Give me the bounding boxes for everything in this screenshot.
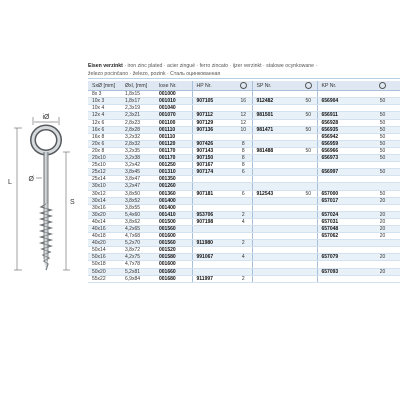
kp-nr-cell (317, 162, 365, 169)
lose-nr-cell: 001560 (155, 225, 192, 232)
kp-nr-cell: 657093 (317, 268, 365, 275)
col-hp-qty-header (235, 81, 252, 91)
kp-qty-cell: 20 (365, 233, 400, 240)
dimension-cell: 3,2x38 (121, 155, 155, 162)
sp-nr-cell (252, 176, 300, 183)
kp-qty-cell: 50 (365, 112, 400, 119)
sp-qty-cell: 50 (300, 190, 317, 197)
lose-nr-cell: 001680 (155, 275, 192, 282)
hp-qty-cell (235, 233, 252, 240)
kp-qty-cell (365, 162, 400, 169)
hp-qty-cell: 16 (235, 98, 252, 105)
hp-qty-cell: 8 (235, 140, 252, 147)
table-row (88, 247, 400, 254)
dimension-cell: 5,2x70 (121, 240, 155, 247)
table-row (88, 204, 400, 211)
sp-qty-cell: 50 (300, 112, 317, 119)
size-cell: 25x12 (88, 169, 121, 176)
lose-nr-cell: 001560 (155, 240, 192, 247)
size-cell: 50x20 (88, 268, 121, 275)
sp-qty-cell (300, 247, 317, 254)
kp-qty-cell: 50 (365, 147, 400, 154)
lose-nr-cell: 001250 (155, 162, 192, 169)
col-lose-header: lose Nr. (155, 81, 192, 91)
dimension-cell: 1,8x17 (121, 98, 155, 105)
table-row (88, 197, 400, 204)
kp-qty-cell (365, 240, 400, 247)
hp-nr-cell: 907143 (192, 147, 235, 154)
size-cell: 16x 6 (88, 126, 121, 133)
dimension-cell: 3,2x35 (121, 147, 155, 154)
size-cell: 10x 3 (88, 98, 121, 105)
kp-nr-cell: 657031 (317, 218, 365, 225)
hp-qty-cell (235, 261, 252, 268)
hp-nr-cell (192, 176, 235, 183)
table-row (88, 225, 400, 232)
size-cell: 40x20 (88, 240, 121, 247)
dimension-cell: 5,2x81 (121, 268, 155, 275)
hp-qty-cell: 12 (235, 119, 252, 126)
table-row (88, 98, 400, 105)
size-cell: 12x 4 (88, 112, 121, 119)
hp-qty-cell: 6 (235, 190, 252, 197)
sp-nr-cell (252, 91, 300, 98)
kp-nr-cell (317, 240, 365, 247)
lose-nr-cell: 001520 (155, 247, 192, 254)
size-cell: 25x10 (88, 162, 121, 169)
kp-qty-cell: 50 (365, 169, 400, 176)
sp-nr-cell (252, 247, 300, 254)
kp-nr-cell (317, 275, 365, 282)
kp-qty-cell: 50 (365, 133, 400, 140)
kp-nr-cell: 657062 (317, 233, 365, 240)
sp-qty-cell (300, 225, 317, 232)
hp-nr-cell: 907181 (192, 190, 235, 197)
hp-nr-cell (192, 268, 235, 275)
material-translations-line2: železo pocinčano · železo, pozink · Сталь оцинкованная (88, 71, 400, 80)
kp-qty-cell: 50 (365, 140, 400, 147)
table-row (88, 254, 400, 261)
eye-ring (33, 128, 59, 153)
lose-nr-cell: 001600 (155, 261, 192, 268)
sp-qty-cell (300, 119, 317, 126)
dimension-cell: 3,8x55 (121, 204, 155, 211)
hp-nr-cell (192, 133, 235, 140)
kp-qty-cell: 50 (365, 119, 400, 126)
hp-nr-cell (192, 225, 235, 232)
kp-nr-cell (317, 261, 365, 268)
hp-qty-cell (235, 133, 252, 140)
kp-qty-cell: 50 (365, 155, 400, 162)
kp-nr-cell: 656904 (317, 98, 365, 105)
sp-qty-cell (300, 211, 317, 218)
lose-nr-cell: 001170 (155, 147, 192, 154)
col-sp-qty-header (300, 81, 317, 91)
sp-qty-cell (300, 133, 317, 140)
table-row (88, 147, 400, 154)
col-kp-header: KP Nr. (317, 81, 365, 91)
hp-qty-cell: 10 (235, 126, 252, 133)
sp-nr-cell: 912543 (252, 190, 300, 197)
kp-qty-cell: 50 (365, 98, 400, 105)
kp-qty-cell (365, 275, 400, 282)
kp-qty-cell: 20 (365, 211, 400, 218)
kp-nr-cell: 656973 (317, 155, 365, 162)
hp-nr-cell (192, 183, 235, 190)
kp-nr-cell: 656942 (317, 133, 365, 140)
size-cell: 50x18 (88, 261, 121, 268)
size-cell: 30x16 (88, 204, 121, 211)
size-cell: 30x14 (88, 197, 121, 204)
lose-nr-cell: 001600 (155, 233, 192, 240)
lose-nr-cell: 001070 (155, 112, 192, 119)
kp-qty-cell: 50 (365, 190, 400, 197)
hp-qty-cell: 12 (235, 112, 252, 119)
sp-nr-cell (252, 169, 300, 176)
sp-nr-cell (252, 225, 300, 232)
sp-qty-cell (300, 169, 317, 176)
inner-diameter-label: iØ (42, 114, 50, 121)
hp-nr-cell: 953706 (192, 211, 235, 218)
hp-nr-cell: 907167 (192, 162, 235, 169)
table-row (88, 133, 400, 140)
sp-nr-cell (252, 133, 300, 140)
lose-nr-cell: 001110 (155, 126, 192, 133)
lose-nr-cell: 001310 (155, 169, 192, 176)
sp-nr-cell (252, 254, 300, 261)
sp-qty-cell: 50 (300, 126, 317, 133)
kp-qty-cell (365, 247, 400, 254)
material-title: Eisen verzinkt (88, 63, 123, 69)
hp-nr-cell: 907150 (192, 155, 235, 162)
hp-qty-cell (235, 197, 252, 204)
sp-qty-cell: 50 (300, 98, 317, 105)
hp-qty-cell: 4 (235, 218, 252, 225)
size-cell: 40x18 (88, 233, 121, 240)
sp-qty-cell (300, 176, 317, 183)
lose-nr-cell: 001260 (155, 183, 192, 190)
hp-qty-cell: 8 (235, 155, 252, 162)
hp-nr-cell (192, 233, 235, 240)
size-cell: 55x22 (88, 275, 121, 282)
kp-nr-cell (317, 204, 365, 211)
kp-nr-cell: 657017 (317, 197, 365, 204)
kp-qty-cell: 20 (365, 218, 400, 225)
kp-nr-cell (317, 91, 365, 98)
kp-qty-cell: 20 (365, 254, 400, 261)
dimension-cell: 3,2x47 (121, 183, 155, 190)
table-row (88, 176, 400, 183)
kp-nr-cell: 656959 (317, 140, 365, 147)
hp-qty-cell (235, 204, 252, 211)
lose-nr-cell: 001010 (155, 98, 192, 105)
hp-nr-cell (192, 197, 235, 204)
sp-nr-cell (252, 105, 300, 112)
hp-qty-cell (235, 183, 252, 190)
dimension-cell: 3,8x50 (121, 190, 155, 197)
length-label: L (8, 179, 12, 186)
sp-qty-cell (300, 155, 317, 162)
sp-nr-cell: 912482 (252, 98, 300, 105)
kp-qty-cell: 50 (365, 126, 400, 133)
product-table-body (88, 91, 400, 283)
sp-nr-cell: 981501 (252, 112, 300, 119)
sp-nr-cell (252, 261, 300, 268)
dimension-cell: 3,2x32 (121, 133, 155, 140)
sp-qty-cell (300, 105, 317, 112)
hp-nr-cell: 907105 (192, 98, 235, 105)
hp-qty-cell: 2 (235, 275, 252, 282)
sp-qty-cell (300, 240, 317, 247)
lose-nr-cell: 001350 (155, 176, 192, 183)
lose-nr-cell: 001580 (155, 254, 192, 261)
kp-qty-cell: 20 (365, 225, 400, 232)
kp-qty-cell (365, 91, 400, 98)
hp-nr-cell (192, 204, 235, 211)
hp-nr-cell: 907112 (192, 112, 235, 119)
kp-qty-cell (365, 204, 400, 211)
size-cell: 8x 3 (88, 91, 121, 98)
table-row (88, 233, 400, 240)
hp-qty-cell: 8 (235, 162, 252, 169)
kp-qty-cell (365, 261, 400, 268)
sp-qty-cell (300, 197, 317, 204)
size-cell: 20x 8 (88, 147, 121, 154)
dimension-cell: 3,8x72 (121, 247, 155, 254)
hp-qty-cell: 4 (235, 254, 252, 261)
quantity-icon (240, 82, 247, 89)
product-table (88, 81, 400, 283)
sp-nr-cell (252, 155, 300, 162)
hp-qty-cell (235, 176, 252, 183)
hp-nr-cell: 907136 (192, 126, 235, 133)
dimension-cell: 4,7x78 (121, 261, 155, 268)
dimension-cell: 4,2x75 (121, 254, 155, 261)
size-cell: 30x10 (88, 183, 121, 190)
sp-qty-cell (300, 261, 317, 268)
table-row (88, 119, 400, 126)
table-row (88, 218, 400, 225)
lose-nr-cell: 001110 (155, 133, 192, 140)
shank-label: S (70, 199, 75, 206)
lose-nr-cell: 001100 (155, 119, 192, 126)
table-row (88, 275, 400, 282)
lose-nr-cell: 001500 (155, 218, 192, 225)
hp-qty-cell (235, 225, 252, 232)
col-hp-header: HP Nr. (192, 81, 235, 91)
sp-nr-cell (252, 211, 300, 218)
sp-qty-cell (300, 140, 317, 147)
product-catalog (88, 63, 400, 283)
sp-nr-cell (252, 162, 300, 169)
screw-shank (41, 152, 51, 270)
dimension-cell: 3,8x45 (121, 169, 155, 176)
kp-nr-cell: 656911 (317, 112, 365, 119)
sp-nr-cell (252, 140, 300, 147)
wire-diameter-label: Ø (28, 176, 34, 183)
sp-qty-cell (300, 233, 317, 240)
hp-nr-cell: 991067 (192, 254, 235, 261)
lose-nr-cell: 001000 (155, 91, 192, 98)
dimension-cell: 3,8x62 (121, 218, 155, 225)
kp-qty-cell: 20 (365, 197, 400, 204)
dimension-cell: 1,8x15 (121, 91, 155, 98)
col-size-header: SxØ [mm] (88, 81, 121, 91)
quantity-icon (305, 82, 312, 89)
hp-qty-cell: 2 (235, 211, 252, 218)
hp-qty-cell: 6 (235, 169, 252, 176)
hp-nr-cell: 911980 (192, 240, 235, 247)
hp-qty-cell (235, 105, 252, 112)
hp-qty-cell (235, 247, 252, 254)
size-cell: 10x 4 (88, 105, 121, 112)
lose-nr-cell: 001120 (155, 140, 192, 147)
hp-nr-cell (192, 105, 235, 112)
sp-qty-cell (300, 91, 317, 98)
hp-nr-cell (192, 91, 235, 98)
kp-nr-cell: 656928 (317, 119, 365, 126)
sp-qty-cell (300, 162, 317, 169)
table-row (88, 91, 400, 98)
hp-nr-cell (192, 247, 235, 254)
sp-qty-cell: 50 (300, 147, 317, 154)
dimension-cell: 2,8x23 (121, 119, 155, 126)
table-row (88, 155, 400, 162)
hp-nr-cell: 907129 (192, 119, 235, 126)
lose-nr-cell: 001410 (155, 211, 192, 218)
sp-qty-cell (300, 275, 317, 282)
size-cell: 40x16 (88, 225, 121, 232)
hp-nr-cell (192, 261, 235, 268)
lose-nr-cell: 001400 (155, 204, 192, 211)
kp-qty-cell: 20 (365, 268, 400, 275)
kp-nr-cell (317, 105, 365, 112)
dimension-cell: 3,2x42 (121, 162, 155, 169)
sp-qty-cell (300, 218, 317, 225)
table-header-row (88, 81, 400, 91)
dimension-cell: 4,7x68 (121, 233, 155, 240)
hp-nr-cell: 907426 (192, 140, 235, 147)
dimension-cell: 4,2x65 (121, 225, 155, 232)
kp-nr-cell: 657079 (317, 254, 365, 261)
sp-nr-cell (252, 204, 300, 211)
hp-qty-cell (235, 268, 252, 275)
kp-nr-cell: 656997 (317, 169, 365, 176)
table-row (88, 105, 400, 112)
size-cell: 40x14 (88, 218, 121, 225)
kp-nr-cell: 656966 (317, 147, 365, 154)
table-row (88, 261, 400, 268)
material-header (88, 63, 400, 71)
dimension-cell: 5,4x60 (121, 211, 155, 218)
size-cell: 30x20 (88, 211, 121, 218)
col-dim-header: Øxl, [mm] (121, 81, 155, 91)
hp-qty-cell (235, 91, 252, 98)
kp-nr-cell: 657024 (317, 211, 365, 218)
kp-nr-cell (317, 176, 365, 183)
dimension-cell: 2,3x21 (121, 112, 155, 119)
col-sp-header: SP Nr. (252, 81, 300, 91)
size-cell: 50x16 (88, 254, 121, 261)
dimension-cell: 3,8x47 (121, 176, 155, 183)
table-row (88, 169, 400, 176)
table-row (88, 183, 400, 190)
table-row (88, 140, 400, 147)
col-kp-qty-header (365, 81, 400, 91)
sp-qty-cell (300, 254, 317, 261)
dimension-cell: 3,8x52 (121, 197, 155, 204)
kp-nr-cell: 657000 (317, 190, 365, 197)
size-cell: 30x12 (88, 190, 121, 197)
sp-nr-cell (252, 233, 300, 240)
table-row (88, 268, 400, 275)
kp-nr-cell: 657048 (317, 225, 365, 232)
lose-nr-cell: 001040 (155, 105, 192, 112)
table-row (88, 126, 400, 133)
material-translations: · iron zinc plated · acier zingué · ferro zincato · ijzer verzinkt · stalowe ocynkowane · (124, 63, 318, 69)
dimension-cell: 2,8x32 (121, 140, 155, 147)
hp-nr-cell: 907198 (192, 218, 235, 225)
screw-eye-figure (0, 0, 88, 400)
kp-nr-cell (317, 247, 365, 254)
sp-nr-cell (252, 240, 300, 247)
screw-eye-drawing (0, 0, 88, 400)
size-cell: 20x10 (88, 155, 121, 162)
sp-nr-cell (252, 275, 300, 282)
hp-qty-cell: 2 (235, 240, 252, 247)
lose-nr-cell: 001660 (155, 268, 192, 275)
sp-nr-cell (252, 183, 300, 190)
kp-nr-cell (317, 183, 365, 190)
size-cell: 16x 8 (88, 133, 121, 140)
sp-nr-cell (252, 268, 300, 275)
table-row (88, 240, 400, 247)
size-cell: 50x14 (88, 247, 121, 254)
sp-qty-cell (300, 183, 317, 190)
sp-nr-cell (252, 119, 300, 126)
sp-nr-cell (252, 197, 300, 204)
table-row (88, 112, 400, 119)
hp-nr-cell: 911997 (192, 275, 235, 282)
kp-qty-cell (365, 105, 400, 112)
sp-qty-cell (300, 268, 317, 275)
sp-nr-cell: 981488 (252, 147, 300, 154)
lose-nr-cell: 001360 (155, 190, 192, 197)
sp-nr-cell (252, 218, 300, 225)
sp-nr-cell: 981471 (252, 126, 300, 133)
kp-nr-cell: 656935 (317, 126, 365, 133)
lose-nr-cell: 001400 (155, 197, 192, 204)
dimension-cell: 2,3x19 (121, 105, 155, 112)
table-row (88, 211, 400, 218)
kp-qty-cell (365, 176, 400, 183)
kp-qty-cell (365, 183, 400, 190)
table-row (88, 190, 400, 197)
sp-qty-cell (300, 204, 317, 211)
table-row (88, 162, 400, 169)
size-cell: 25x14 (88, 176, 121, 183)
dimension-cell: 2,8x28 (121, 126, 155, 133)
quantity-icon (379, 82, 386, 89)
size-cell: 20x 6 (88, 140, 121, 147)
hp-qty-cell: 8 (235, 147, 252, 154)
lose-nr-cell: 001170 (155, 155, 192, 162)
dimension-cell: 6,9x84 (121, 275, 155, 282)
size-cell: 12x 6 (88, 119, 121, 126)
hp-nr-cell: 907174 (192, 169, 235, 176)
